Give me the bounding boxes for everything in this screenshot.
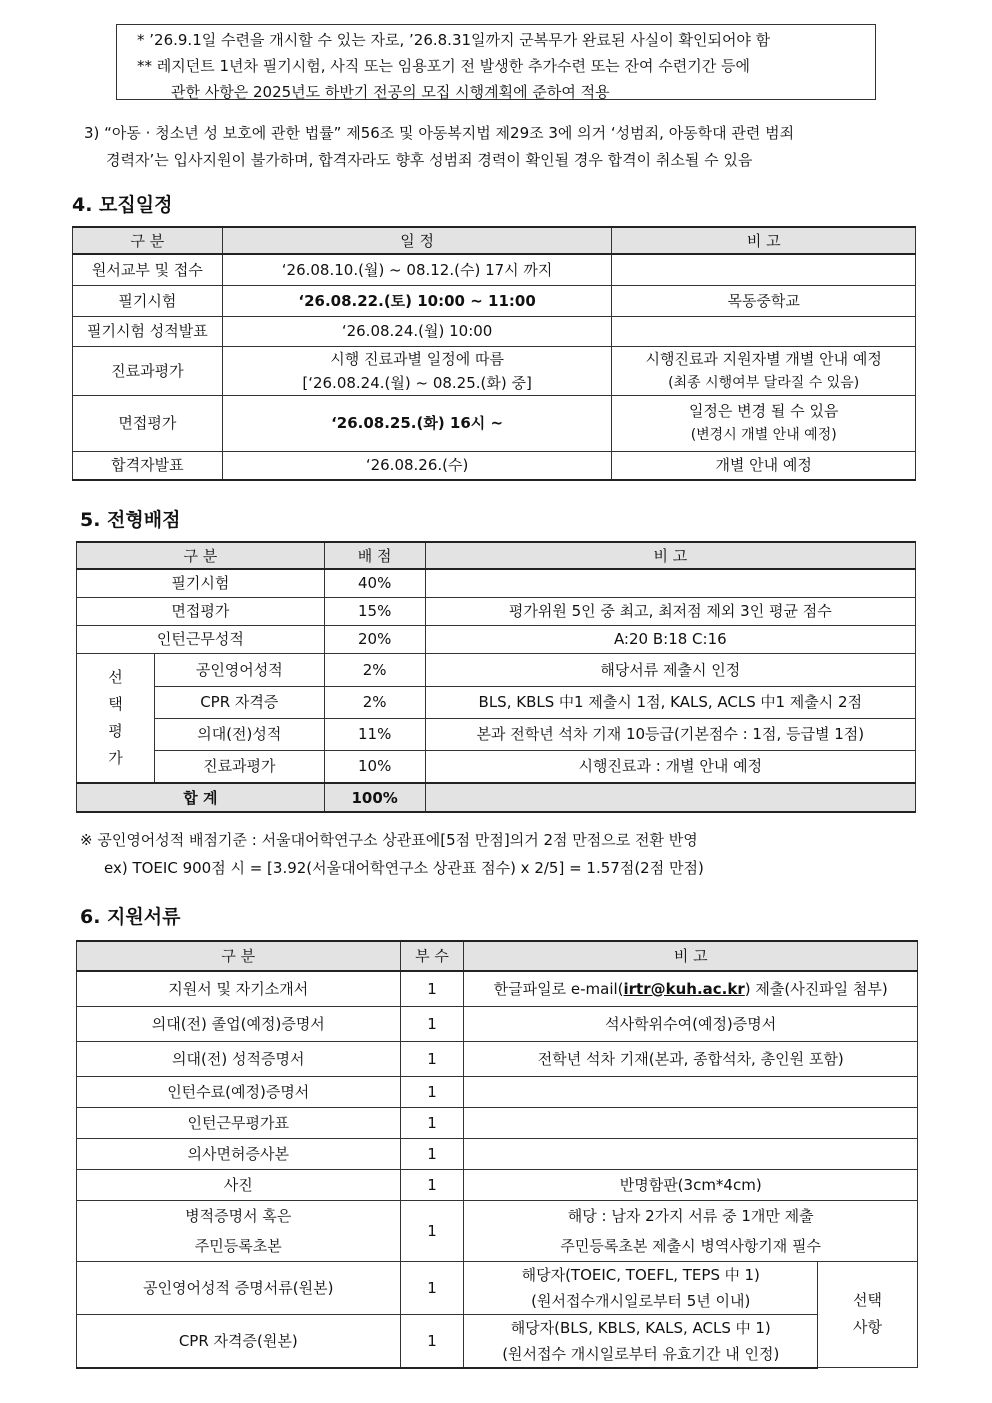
scoring-item: 의대(전)성적 — [154, 718, 324, 750]
document-count: 1 — [400, 1006, 464, 1041]
document-note-text: 한글파일로 e-mail( — [493, 979, 624, 998]
scoring-note: 본과 전학년 석차 기재 10등급(기본점수 : 1점, 등급별 1점) — [425, 718, 915, 750]
schedule-header-row — [73, 227, 916, 254]
scoring-value: 10% — [324, 750, 425, 783]
optional-label-line: 사항 — [853, 1318, 883, 1337]
document-name: 의대(전) 성적증명서 — [77, 1041, 401, 1076]
schedule-note-line: 시행진료과 지원자별 개별 안내 예정 — [645, 349, 882, 368]
schedule-note-line: 일정은 변경 될 수 있음 — [688, 402, 839, 420]
selective-eval-char: 택 — [108, 694, 123, 713]
scoring-note: 해당서류 제출시 인정 — [425, 653, 915, 686]
total-label: 합 계 — [77, 783, 325, 812]
schedule-date: ‘26.08.22.(토) 10:00 ~ 11:00 — [222, 285, 612, 316]
document-note-line: 해당 : 남자 2가지 서류 중 1개만 제출 — [567, 1206, 814, 1225]
note-line-2: ** 레지던트 1년차 필기시험, 사직 또는 임용포기 전 발생한 추가수련 또는 잔여 수련기간 등에 — [137, 57, 750, 75]
document-name: 의대(전) 졸업(예정)증명서 — [77, 1006, 401, 1041]
scoring-header: 비 고 — [425, 542, 915, 569]
table-row — [77, 1041, 918, 1076]
documents-header: 부 수 — [400, 941, 464, 971]
table-row — [77, 1107, 918, 1138]
schedule-date: ‘26.08.25.(화) 16시 ~ — [222, 395, 612, 451]
document-note — [464, 1200, 918, 1261]
document-name-line: 주민등록초본 — [194, 1236, 282, 1255]
selective-eval-label — [77, 653, 155, 783]
table-row — [77, 1314, 918, 1368]
document-name: 공인영어성적 증명서류(원본) — [77, 1261, 401, 1314]
scoring-header: 구 분 — [77, 542, 325, 569]
total-note — [425, 783, 915, 812]
table-row — [77, 1261, 918, 1314]
table-row — [73, 395, 916, 451]
table-row — [77, 750, 916, 783]
documents-table — [76, 940, 918, 1369]
schedule-note: 목동중학교 — [612, 285, 916, 316]
documents-header: 구 분 — [77, 941, 401, 971]
footnote-line-2: ex) TOEIC 900점 시 = [3.92(서울대어학연구소 상관표 점수) x 2/5] = 1.57점(2점 만점) — [104, 859, 704, 877]
documents-header: 비 고 — [464, 941, 918, 971]
scoring-item: 공인영어성적 — [154, 653, 324, 686]
document-note-line: (원서접수개시일로부터 5년 이내) — [531, 1291, 751, 1310]
schedule-date: ‘26.08.10.(월) ~ 08.12.(수) 17시 까지 — [222, 254, 612, 285]
scoring-header-row — [77, 542, 916, 569]
document-name: 인턴근무평가표 — [77, 1107, 401, 1138]
schedule-date-line: 시행 진료과별 일정에 따름 — [330, 349, 504, 368]
paragraph-3-line-2: 경력자’는 입사지원이 불가하며, 합격자라도 향후 성범죄 경력이 확인될 경우 합격이 취소될 수 있음 — [106, 151, 753, 169]
document-name: 지원서 및 자기소개서 — [77, 971, 401, 1006]
schedule-note — [612, 346, 916, 395]
schedule-note — [612, 316, 916, 346]
footnote-line-1: ※ 공인영어성적 배점기준 : 서울대어학연구소 상관표에[5점 만점]의거 2점 만점으로 전환 반영 — [80, 831, 698, 849]
table-row — [73, 254, 916, 285]
scoring-value: 40% — [324, 569, 425, 597]
optional-label-line: 선택 — [853, 1291, 883, 1310]
email-link[interactable]: irtr@kuh.ac.kr — [623, 979, 745, 998]
document-count: 1 — [400, 971, 464, 1006]
note-box — [116, 24, 876, 100]
table-row — [77, 1169, 918, 1200]
document-note — [464, 1138, 918, 1169]
note-line-1: * ’26.9.1일 수련을 개시할 수 있는 자로, ’26.8.31일까지 군복무가 완료된 사실이 확인되어야 함 — [137, 31, 771, 49]
document-note-line: (원서접수 개시일로부터 유효기간 내 인정) — [502, 1344, 780, 1363]
document-count: 1 — [400, 1041, 464, 1076]
table-row — [77, 971, 918, 1006]
scoring-note: BLS, KBLS 中1 제출시 1점, KALS, ACLS 中1 제출시 2점 — [425, 686, 915, 718]
note-line-3: 관한 사항은 2025년도 하반기 전공의 모집 시행계획에 준하여 적용 — [171, 83, 610, 101]
scoring-value: 11% — [324, 718, 425, 750]
table-row — [77, 1006, 918, 1041]
document-count: 1 — [400, 1314, 464, 1368]
scoring-table — [76, 541, 916, 813]
selective-eval-char: 평 — [108, 721, 123, 740]
document-count: 1 — [400, 1261, 464, 1314]
schedule-label: 진료과평가 — [73, 346, 223, 395]
scoring-footnote — [80, 826, 704, 882]
schedule-date: ‘26.08.24.(월) 10:00 — [222, 316, 612, 346]
table-row — [73, 285, 916, 316]
section-4-title: 4. 모집일정 — [72, 194, 173, 216]
schedule-table — [72, 226, 916, 481]
table-row — [77, 1138, 918, 1169]
document-name: 인턴수료(예정)증명서 — [77, 1076, 401, 1107]
document-note: 전학년 석차 기재(본과, 종합석차, 총인원 포함) — [464, 1041, 918, 1076]
scoring-item: 필기시험 — [77, 569, 325, 597]
scoring-value: 2% — [324, 653, 425, 686]
table-row — [77, 1076, 918, 1107]
schedule-note — [612, 395, 916, 451]
document-name: CPR 자격증(원본) — [77, 1314, 401, 1368]
table-row — [77, 1200, 918, 1261]
schedule-label: 원서교부 및 접수 — [73, 254, 223, 285]
table-row — [73, 451, 916, 480]
scoring-note: 평가위원 5인 중 최고, 최저점 제외 3인 평균 점수 — [425, 597, 915, 625]
scoring-value: 20% — [324, 625, 425, 653]
scoring-note: 시행진료과 : 개별 안내 예정 — [425, 750, 915, 783]
document-note: 석사학위수여(예정)증명서 — [464, 1006, 918, 1041]
documents-header-row — [77, 941, 918, 971]
schedule-label: 필기시험 성적발표 — [73, 316, 223, 346]
scoring-header: 배 점 — [324, 542, 425, 569]
document-count: 1 — [400, 1138, 464, 1169]
schedule-header: 비 고 — [612, 227, 916, 254]
table-row — [77, 653, 916, 686]
schedule-header: 일 정 — [222, 227, 612, 254]
document-count: 1 — [400, 1076, 464, 1107]
selective-eval-char: 선 — [108, 667, 123, 686]
table-row — [73, 316, 916, 346]
schedule-note-line: (최종 시행여부 달라질 수 있음) — [668, 374, 860, 391]
schedule-date — [222, 346, 612, 395]
document-note — [464, 971, 918, 1006]
document-count: 1 — [400, 1169, 464, 1200]
schedule-label: 필기시험 — [73, 285, 223, 316]
schedule-date-line: [‘26.08.24.(월) ~ 08.25.(화) 중] — [302, 373, 532, 392]
document-count: 1 — [400, 1107, 464, 1138]
table-row — [77, 625, 916, 653]
paragraph-3 — [84, 120, 924, 174]
schedule-header: 구 분 — [73, 227, 223, 254]
table-row — [77, 686, 916, 718]
paragraph-3-line-1: 3) “아동 · 청소년 성 보호에 관한 법률” 제56조 및 아동복지법 제29조 3에 의거 ‘성범죄, 아동학대 관련 범죄 — [84, 124, 795, 142]
table-row — [77, 569, 916, 597]
schedule-date: ‘26.08.26.(수) — [222, 451, 612, 480]
selective-eval-char: 가 — [108, 748, 123, 767]
schedule-note — [612, 254, 916, 285]
optional-label — [818, 1261, 918, 1368]
table-row — [77, 718, 916, 750]
scoring-note — [425, 569, 915, 597]
schedule-label: 면접평가 — [73, 395, 223, 451]
document-note — [464, 1261, 818, 1314]
document-note-text: ) 제출(사진파일 첨부) — [744, 979, 888, 998]
document-note: 반명함판(3cm*4cm) — [464, 1169, 918, 1200]
document-name-line: 병적증명서 혹은 — [185, 1206, 292, 1225]
scoring-note: A:20 B:18 C:16 — [425, 625, 915, 653]
section-6-title: 6. 지원서류 — [80, 906, 181, 928]
scoring-value: 2% — [324, 686, 425, 718]
document-note — [464, 1107, 918, 1138]
scoring-item: 진료과평가 — [154, 750, 324, 783]
scoring-item: 면접평가 — [77, 597, 325, 625]
schedule-note-line: (변경시 개별 안내 예정) — [690, 427, 837, 443]
document-count: 1 — [400, 1200, 464, 1261]
document-name — [77, 1200, 401, 1261]
section-5-title: 5. 전형배점 — [80, 509, 181, 531]
table-row — [77, 597, 916, 625]
document-note — [464, 1314, 818, 1368]
table-row — [73, 346, 916, 395]
total-value: 100% — [324, 783, 425, 812]
document-note-line: 해당자(TOEIC, TOEFL, TEPS 中 1) — [521, 1265, 760, 1284]
document-note-line: 주민등록초본 제출시 병역사항기재 필수 — [560, 1236, 822, 1255]
schedule-label: 합격자발표 — [73, 451, 223, 480]
schedule-note: 개별 안내 예정 — [612, 451, 916, 480]
total-row — [77, 783, 916, 812]
document-note — [464, 1076, 918, 1107]
document-name: 사진 — [77, 1169, 401, 1200]
scoring-item: CPR 자격증 — [154, 686, 324, 718]
scoring-value: 15% — [324, 597, 425, 625]
scoring-item: 인턴근무성적 — [77, 625, 325, 653]
document-name: 의사면허증사본 — [77, 1138, 401, 1169]
document-note-line: 해당자(BLS, KBLS, KALS, ACLS 中 1) — [510, 1318, 771, 1337]
